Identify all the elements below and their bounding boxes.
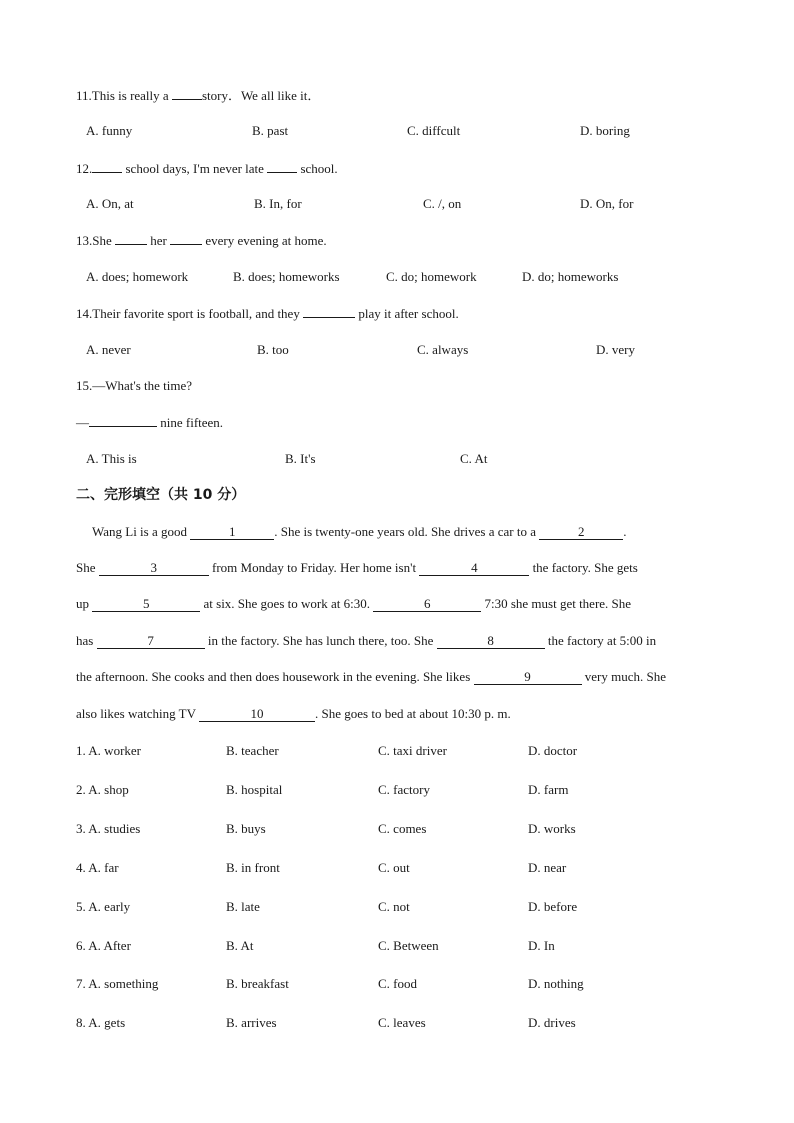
cloze-option-5-b[interactable]: [226, 899, 260, 915]
option-c[interactable]: C. /, on: [423, 196, 462, 211]
option-text: C. comes: [378, 821, 427, 836]
cloze-option-1-b[interactable]: [226, 743, 279, 759]
cloze-option-2-b[interactable]: [226, 782, 282, 798]
passage-text: also likes watching TV: [76, 706, 196, 721]
question-11: [76, 87, 320, 104]
answer-blank[interactable]: [115, 232, 147, 245]
option-b[interactable]: B. past: [252, 123, 289, 138]
option-text: D. drives: [528, 1015, 576, 1030]
option-text: B. teacher: [226, 743, 279, 758]
option-text: B. in front: [226, 860, 280, 875]
passage-text: up: [76, 596, 89, 611]
question-15: [76, 378, 192, 394]
option-text: A. early: [88, 899, 131, 914]
option-d[interactable]: D. On, for: [580, 196, 634, 211]
option-text: A. studies: [88, 821, 141, 836]
option-number: 8.: [76, 1015, 86, 1030]
option-text: C. Between: [378, 938, 439, 953]
cloze-option-6-b[interactable]: [226, 938, 253, 954]
cloze-option-8-d[interactable]: [528, 1015, 576, 1031]
question-number: 15.: [76, 378, 93, 393]
cloze-blank-6[interactable]: 6: [373, 596, 481, 612]
cloze-line-4: [76, 633, 716, 649]
option-d[interactable]: D. boring: [580, 123, 630, 138]
cloze-option-3-b[interactable]: [226, 821, 266, 837]
question-number: 11.: [76, 88, 92, 103]
option-text: C. food: [378, 976, 417, 991]
option-a[interactable]: A. On, at: [86, 196, 134, 211]
cloze-option-6-a[interactable]: [76, 938, 131, 954]
cloze-line-1: [76, 524, 716, 540]
cloze-option-1-c[interactable]: [378, 743, 447, 759]
cloze-option-3-c[interactable]: [378, 821, 426, 837]
question-stem: school days, I'm never late: [125, 161, 264, 176]
question-stem: This is really a: [91, 88, 169, 103]
option-number: 6.: [76, 938, 86, 953]
cloze-blank-5[interactable]: 5: [92, 596, 200, 612]
option-b[interactable]: B. does; homeworks: [233, 269, 340, 284]
answer-blank[interactable]: [303, 305, 355, 318]
question-number: 14.: [76, 306, 93, 321]
question-15-response: [76, 414, 223, 431]
cloze-option-3-d[interactable]: [528, 821, 576, 837]
cloze-option-7-a[interactable]: [76, 976, 158, 992]
cloze-blank-10[interactable]: 10: [199, 706, 315, 722]
cloze-option-8-c[interactable]: [378, 1015, 426, 1031]
option-number: 1.: [76, 743, 86, 758]
passage-text: She: [76, 560, 96, 575]
option-c[interactable]: C. diffcult: [407, 123, 461, 138]
passage-text: has: [76, 633, 94, 648]
question-12: [76, 160, 338, 177]
cloze-blank-7[interactable]: 7: [97, 633, 205, 649]
option-a[interactable]: A. This is: [86, 451, 137, 466]
passage-text: 7:30 she must get there. She: [484, 596, 632, 611]
answer-blank[interactable]: [172, 87, 202, 100]
option-a[interactable]: A. never: [86, 342, 131, 357]
question-number: 12.: [76, 161, 93, 176]
passage-text: at six. She goes to work at 6:30.: [203, 596, 370, 611]
option-text: B. At: [226, 938, 254, 953]
cloze-option-5-d[interactable]: [528, 899, 577, 915]
option-b[interactable]: B. It's: [285, 451, 316, 466]
passage-text: very much. She: [584, 669, 666, 684]
option-text: C. out: [378, 860, 410, 875]
cloze-option-8-a[interactable]: [76, 1015, 125, 1031]
option-c[interactable]: C. At: [460, 451, 488, 466]
option-text: A. gets: [88, 1015, 126, 1030]
option-c[interactable]: C. do; homework: [386, 269, 477, 284]
cloze-option-7-b[interactable]: [226, 976, 289, 992]
passage-text: .: [623, 524, 627, 539]
option-b[interactable]: B. In, for: [254, 196, 302, 211]
option-text: D. In: [528, 938, 555, 953]
passage-text: in the factory. She has lunch there, too. She: [207, 633, 434, 648]
option-text: D. doctor: [528, 743, 578, 758]
passage-text: the afternoon. She cooks and then does housework in the evening. She likes: [76, 669, 471, 684]
option-text: A. far: [88, 860, 119, 875]
cloze-option-8-b[interactable]: [226, 1015, 277, 1031]
cloze-option-1-a[interactable]: [76, 743, 141, 759]
cloze-option-5-a[interactable]: [76, 899, 130, 915]
option-text: C. not: [378, 899, 410, 914]
question-14: [76, 305, 459, 322]
passage-text: the factory. She gets: [532, 560, 638, 575]
option-text: C. taxi driver: [378, 743, 447, 758]
option-d[interactable]: D. do; homeworks: [522, 269, 619, 284]
cloze-line-3: [76, 596, 716, 612]
option-a[interactable]: A. does; homework: [86, 269, 189, 284]
option-text: C. leaves: [378, 1015, 426, 1030]
cloze-blank-2[interactable]: 2: [539, 524, 623, 540]
option-text: D. before: [528, 899, 578, 914]
question-stem: —What's the time?: [92, 378, 193, 393]
passage-text: from Monday to Friday. Her home isn't: [212, 560, 417, 575]
question-stem: nine fifteen.: [160, 415, 224, 430]
option-text: D. works: [528, 821, 576, 836]
section-heading: 二、完形填空（共 10 分）: [76, 487, 246, 503]
cloze-option-4-d[interactable]: [528, 860, 566, 876]
option-d[interactable]: D. very: [596, 342, 635, 357]
cloze-option-1-d[interactable]: [528, 743, 577, 759]
cloze-option-2-c[interactable]: [378, 782, 430, 798]
cloze-line-2: [76, 560, 716, 576]
question-stem: every evening at home.: [205, 233, 327, 248]
answer-blank[interactable]: [267, 160, 297, 173]
cloze-option-2-d[interactable]: [528, 782, 568, 798]
cloze-option-4-b[interactable]: [226, 860, 280, 876]
option-number: 4.: [76, 860, 86, 875]
option-text: B. breakfast: [226, 976, 289, 991]
cloze-option-6-c[interactable]: [378, 938, 439, 954]
question-stem: play it after school.: [358, 306, 459, 321]
option-text: B. late: [226, 899, 260, 914]
question-stem: She: [92, 233, 112, 248]
option-text: B. hospital: [226, 782, 283, 797]
cloze-option-3-a[interactable]: [76, 821, 140, 837]
cloze-option-4-a[interactable]: [76, 860, 119, 876]
cloze-blank-3[interactable]: 3: [99, 560, 209, 576]
option-number: 3.: [76, 821, 86, 836]
cloze-option-6-d[interactable]: [528, 938, 555, 954]
option-text: C. factory: [378, 782, 430, 797]
cloze-option-7-c[interactable]: [378, 976, 417, 992]
passage-text: Wang Li is a good: [92, 524, 187, 539]
passage-text: the factory at 5:00 in: [547, 633, 657, 648]
option-text: B. arrives: [226, 1015, 277, 1030]
passage-text: . She is twenty-one years old. She drives a car to a: [274, 524, 536, 539]
question-stem: Their favorite sport is football, and they: [92, 306, 300, 321]
option-text: D. nothing: [528, 976, 584, 991]
cloze-blank-9[interactable]: 9: [474, 669, 582, 685]
passage-text: . She goes to bed at about 10:30 p. m.: [315, 706, 511, 721]
cloze-option-7-d[interactable]: [528, 976, 584, 992]
question-number: 13.: [76, 233, 93, 248]
question-stem: school.: [300, 161, 338, 176]
option-number: 5.: [76, 899, 86, 914]
question-stem: story．We all like it．: [201, 88, 321, 103]
cloze-line-6: [76, 706, 716, 722]
option-b[interactable]: B. too: [257, 342, 289, 357]
cloze-blank-1[interactable]: 1: [190, 524, 274, 540]
answer-blank[interactable]: [92, 160, 122, 173]
cloze-blank-8[interactable]: 8: [437, 633, 545, 649]
option-c[interactable]: C. always: [417, 342, 469, 357]
cloze-line-5: [76, 669, 716, 685]
dash: —: [76, 415, 89, 430]
cloze-blank-4[interactable]: 4: [419, 560, 529, 576]
option-text: D. farm: [528, 782, 569, 797]
answer-blank[interactable]: [89, 414, 157, 427]
option-text: A. shop: [88, 782, 129, 797]
option-text: A. worker: [88, 743, 142, 758]
cloze-option-5-c[interactable]: [378, 899, 410, 915]
question-13: [76, 232, 327, 249]
answer-blank[interactable]: [170, 232, 202, 245]
option-text: A. After: [88, 938, 131, 953]
option-a[interactable]: A. funny: [86, 123, 133, 138]
option-text: B. buys: [226, 821, 266, 836]
option-text: D. near: [528, 860, 567, 875]
option-text: A. something: [88, 976, 159, 991]
cloze-option-2-a[interactable]: [76, 782, 129, 798]
option-number: 7.: [76, 976, 86, 991]
question-stem: her: [150, 233, 167, 248]
cloze-option-4-c[interactable]: [378, 860, 410, 876]
option-number: 2.: [76, 782, 86, 797]
